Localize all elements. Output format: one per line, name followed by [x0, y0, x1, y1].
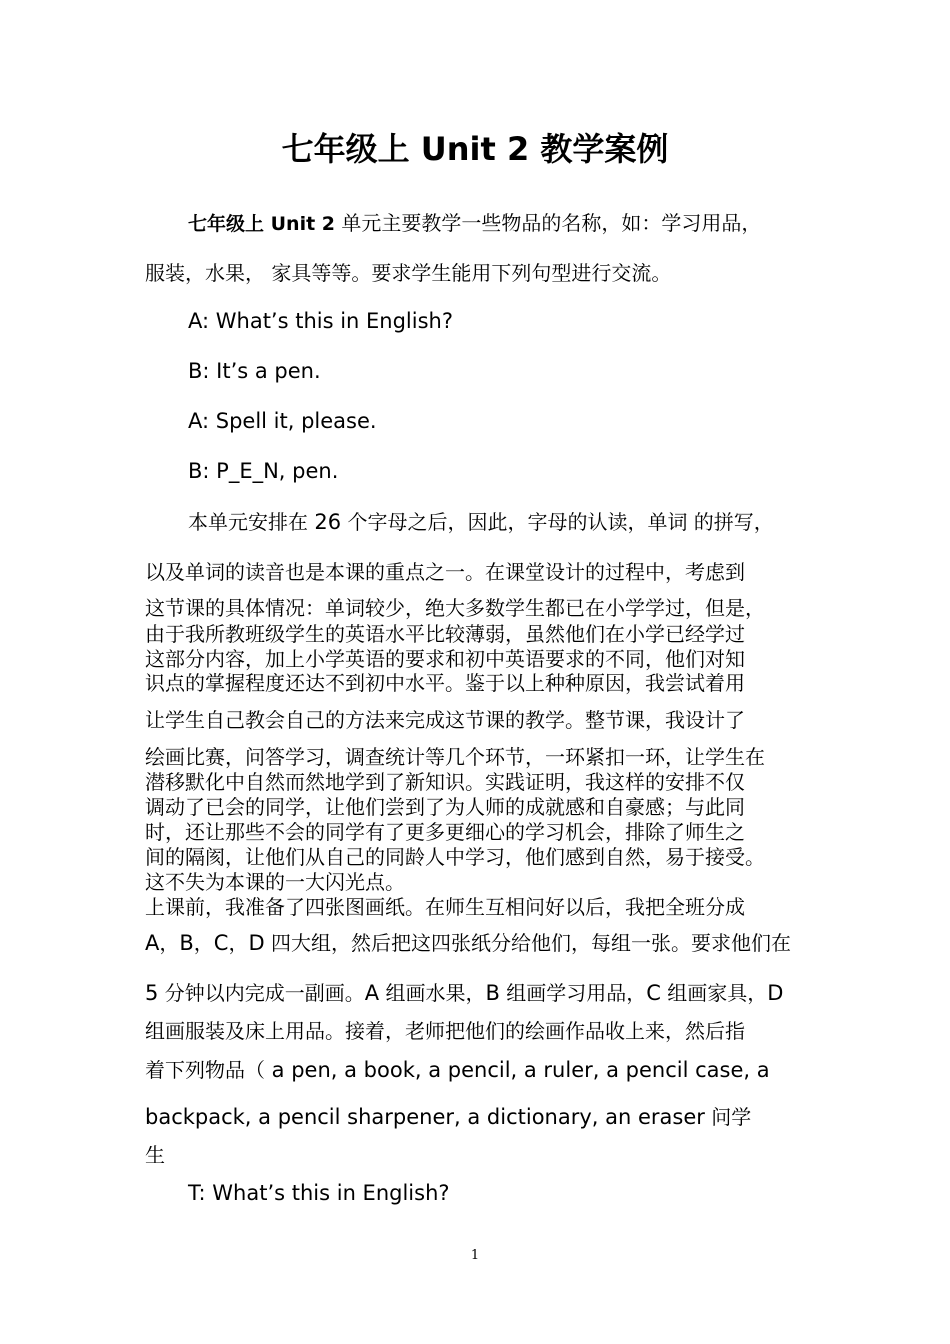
para3-line-3-b: 组画水果， — [379, 981, 486, 1005]
para2-line-1 — [188, 508, 774, 536]
para2-line-5: 这部分内容，加上小学英语的要求和初中英语要求的不同，他们对知 — [145, 647, 745, 671]
minutes-number: 5 — [145, 981, 159, 1005]
para3-line-1: 上课前，我准备了四张图画纸。在师生互相问好以后，我把全班分成 — [145, 895, 745, 919]
page-number: 1 — [470, 1248, 480, 1263]
intro-line-1-text: 单元主要教学一些物品的名称，如：学习用品， — [335, 211, 762, 235]
para2-line-2: 以及单词的读音也是本课的重点之一。在课堂设计的过程中，考虑到 — [145, 560, 745, 584]
para3-line-7: 生 — [145, 1143, 165, 1167]
para3-line-5-a: 着下列物品（ — [145, 1058, 265, 1082]
para2-line-12: 间的隔阂，让他们从自己的同龄人中学习，他们感到自然，易于接受。 — [145, 845, 765, 869]
para3-line-6-b: 问学 — [704, 1105, 752, 1129]
para2-line-13: 这不失为本课的一大闪光点。 — [145, 870, 405, 894]
para3-line-3-a: 分钟以内完成一副画。 — [158, 981, 365, 1005]
dialogue-line-2: B: It’s a pen. — [188, 359, 321, 383]
para2-line-7: 让学生自己教会自己的方法来完成这节课的教学。整节课，我设计了 — [145, 708, 745, 732]
group-label-d: D — [248, 931, 265, 955]
para2-line-1-number: 26 — [314, 510, 342, 534]
para2-line-6: 识点的掌握程度还达不到初中水平。鉴于以上种种原因，我尝试着用 — [145, 671, 745, 695]
para2-line-8: 绘画比赛，问答学习，调查统计等几个环节，一环紧扣一环，让学生在 — [145, 745, 765, 769]
group-label-d: D — [767, 981, 784, 1005]
group-label-a: A — [364, 981, 380, 1005]
group-label-c: C — [213, 931, 229, 955]
para3-line-4: 组画服装及床上用品。接着，老师把他们的绘画作品收上来，然后指 — [145, 1019, 745, 1043]
group-label-a: A — [145, 931, 160, 955]
group-label-b: B — [485, 981, 500, 1005]
para3-line-6 — [145, 1103, 751, 1131]
teacher-question: T: What’s this in English? — [188, 1181, 450, 1205]
group-label-c: C — [646, 981, 661, 1005]
intro-line-2: 服装，水果， 家具等等。要求学生能用下列句型进行交流。 — [145, 261, 672, 285]
para3-line-2-text: 四大组，然后把这四张纸分给他们，每组一张。要求他们在 — [264, 931, 791, 955]
para3-line-3-d: 组画家具， — [660, 981, 768, 1005]
dialogue-line-1: A: What’s this in English? — [188, 309, 454, 333]
para2-line-4: 由于我所教班级学生的英语水平比较薄弱，虽然他们在小学已经学过 — [145, 622, 745, 646]
dialogue-line-4: B: P_E_N, pen. — [188, 459, 339, 483]
dialogue-line-3: A: Spell it, please. — [188, 409, 377, 433]
document-title: 七年级上 Unit 2 教学案例 — [281, 130, 669, 168]
para2-line-9: 潜移默化中自然而然地学到了新知识。实践证明，我这样的安排不仅 — [145, 770, 745, 794]
para2-line-3: 这节课的具体情况：单词较少，绝大多数学生都已在小学学过，但是， — [145, 596, 765, 620]
para2-line-10: 调动了已会的同学，让他们尝到了为人师的成就感和自豪感；与此同 — [145, 795, 745, 819]
para3-line-2 — [145, 929, 791, 957]
intro-line-1 — [188, 209, 761, 238]
separator: ， — [228, 931, 249, 955]
para3-line-5 — [145, 1056, 770, 1084]
para2-line-1-b: 个字母之后，因此，字母的认读，单词 的拼写， — [341, 510, 774, 534]
para3-line-3-c: 组画学习用品， — [499, 981, 647, 1005]
item-list-part-1: a pen, a book, a pencil, a ruler, a pencil case, a — [265, 1058, 770, 1082]
separator: ， — [159, 931, 180, 955]
group-label-b: B — [179, 931, 194, 955]
para2-line-11: 时，还让那些不会的同学有了更多更细心的学习机会，排除了师生之 — [145, 820, 745, 844]
para2-line-1-a: 本单元安排在 — [188, 510, 315, 534]
separator: ， — [193, 931, 214, 955]
intro-lead-bold: 七年级上 Unit 2 — [188, 213, 335, 235]
item-list-part-2: backpack, a pencil sharpener, a dictionary, an eraser — [145, 1105, 705, 1129]
para3-line-3 — [145, 979, 783, 1007]
